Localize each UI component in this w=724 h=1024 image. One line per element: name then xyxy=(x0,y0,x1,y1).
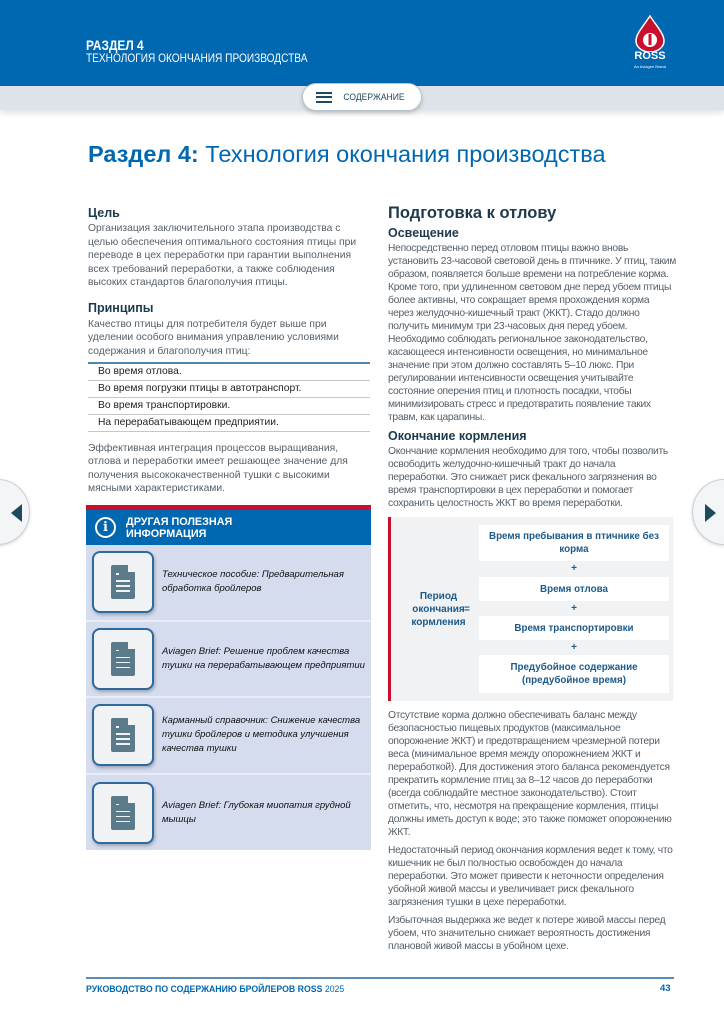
plus-sign: + xyxy=(571,603,577,614)
arrow-right-icon xyxy=(705,504,716,522)
paragraph: Недостаточный период окончания кормления ведет к тому, что кишечник не был полностью освобожден до начала переработки. Это может привести к неточности определения убойной живой массы и увеличивает риск фекального загрязнения тушки в цехе переработки. xyxy=(388,845,673,908)
feed-withdrawal-diagram xyxy=(388,517,673,701)
resource-link[interactable]: Карманный справочник: Снижение качества тушки бройлеров и методика улучшения качества тушки xyxy=(86,698,371,775)
page-number: 43 xyxy=(660,983,671,994)
principles-list xyxy=(88,362,370,432)
principles-text: Качество птицы для потребителя будет выше при уделении особого внимания управлению условиями содержания и благополучия птиц: xyxy=(88,318,339,357)
document-icon xyxy=(92,551,154,613)
useful-info-box xyxy=(86,505,371,850)
feed-withdrawal-heading: Окончание кормления xyxy=(388,429,527,443)
lighting-heading: Освещение xyxy=(388,226,459,240)
right-column xyxy=(388,204,676,958)
contents-button[interactable] xyxy=(302,83,422,111)
header-bar xyxy=(0,0,724,86)
footer-divider xyxy=(86,977,674,979)
diagram-box: Время транспортировки xyxy=(479,616,669,640)
plus-sign: + xyxy=(571,563,577,574)
info-heading: ДРУГАЯ ПОЛЕЗНАЯ ИНФОРМАЦИЯ xyxy=(126,515,233,540)
left-column xyxy=(88,207,370,496)
next-page-button[interactable] xyxy=(692,479,724,545)
arrow-left-icon xyxy=(11,504,22,522)
document-icon xyxy=(92,628,154,690)
page-title: Раздел 4: Технология окончания производства xyxy=(88,141,606,167)
diagram-label: Период окончания кормления xyxy=(411,591,466,628)
paragraph: Отсутствие корма должно обеспечивать баланс между безопасностью пищевых продуктов (максимальное опорожнение ЖКТ) и предотвращением чрезмерной потери веса (минимальное время между опорожнением ЖКТ и переработкой). Для достижения этого баланса рекомендуется прекратить кормление птиц за 8–12 часов до переработки (всегда соблюдайте местное законодательство). Стоит отметить, что, несмотря на прекращение кормления, птицы должны иметь доступ к воде; это также поможет опорожнению ЖКТ. xyxy=(388,710,672,838)
resource-link[interactable]: Aviagen Brief: Решение проблем качества тушки на перерабатывающем предприятии xyxy=(86,622,371,699)
list-item: Во время транспортировки. xyxy=(88,398,370,415)
info-icon: i xyxy=(95,517,116,538)
paragraph: Избыточная выдержка же ведет к потере живой массы перед убоем, что значительно снижает вероятность достижения плановой живой массы в убойном цехе. xyxy=(388,915,666,952)
plus-sign: + xyxy=(571,642,577,653)
info-header xyxy=(86,510,371,545)
goal-text: Организация заключительного этапа производства с целью обеспечения оптимального состояния птицы при переводе в цех переработки при гарантии выполнения всех требований переработки, а также соблюдения высоких стандартов благополучия птицы. xyxy=(88,223,357,289)
lighting-text: Непосредственно перед отловом птицы важно вновь установить 23-часовой световой день в птичнике. У птиц, таким образом, появляется больше времени на потребление корма. Кроме того, при удлиненном световом дне перед убоем птицы более активны, что сокращает время прохождения корма через желудочно-кишечный тракт (ЖКТ). Стадо должно получить минимум три 23-часовых дня перед убоем. Необходимо соблюдать региональное законодательство, касающееся интенсивности освещения, но минимальное значение при этом должно составлять 5–10 люкс. При регулировании интенсивности освещения учитывайте состояние оперения птиц и плотность посадки, чтобы минимизировать стресс и предотвратить появление таких травм, как царапины. xyxy=(388,243,676,423)
contents-label: СОДЕРЖАНИЕ xyxy=(343,91,405,103)
ross-logo: ROSS An Aviagen Brand xyxy=(630,14,670,74)
resource-link[interactable]: Техническое пособие: Предварительная обработка бройлеров xyxy=(86,545,371,622)
section-heading: Подготовка к отлову xyxy=(388,204,557,222)
goal-heading: Цель xyxy=(88,206,120,220)
section-subtitle: ТЕХНОЛОГИЯ ОКОНЧАНИЯ ПРОИЗВОДСТВА xyxy=(86,53,308,65)
diagram-box: Время отлова xyxy=(479,577,669,601)
diagram-box: Время пребывания в птичнике без корма xyxy=(479,525,669,561)
document-icon xyxy=(92,782,154,844)
footer-title: РУКОВОДСТВО ПО СОДЕРЖАНИЮ БРОЙЛЕРОВ ROSS 2025 xyxy=(86,984,345,995)
document-icon xyxy=(92,704,154,766)
section-number: РАЗДЕЛ 4 xyxy=(86,37,144,53)
list-item: Во время отлова. xyxy=(88,364,370,381)
resource-link[interactable]: Aviagen Brief: Глубокая миопатия грудной мышцы xyxy=(86,775,371,852)
feed-withdrawal-text: Окончание кормления необходимо для того, чтобы позволить освободить желудочно-кишечный тракт до начала переработки. Это снижает риск фекального загрязнения во время транспортировки в цех переработки и помогает сохранить целостность ЖКТ во время переработки. xyxy=(388,446,668,509)
principles-heading: Принципы xyxy=(88,301,154,316)
equals-sign: = xyxy=(464,604,470,615)
menu-icon xyxy=(316,92,332,103)
list-item: На перерабатывающем предприятии. xyxy=(88,415,370,432)
integration-text: Эффективная интеграция процессов выращивания, отлова и переработки имеет решающее значение для получения высококачественной тушки с высокими мясными характеристиками. xyxy=(88,443,348,495)
ross-drop-icon xyxy=(630,14,670,52)
list-item: Во время погрузки птицы в автотранспорт. xyxy=(88,381,370,398)
diagram-box: Предубойное содержание (предубойное время) xyxy=(479,655,669,693)
previous-page-button[interactable] xyxy=(0,479,30,545)
